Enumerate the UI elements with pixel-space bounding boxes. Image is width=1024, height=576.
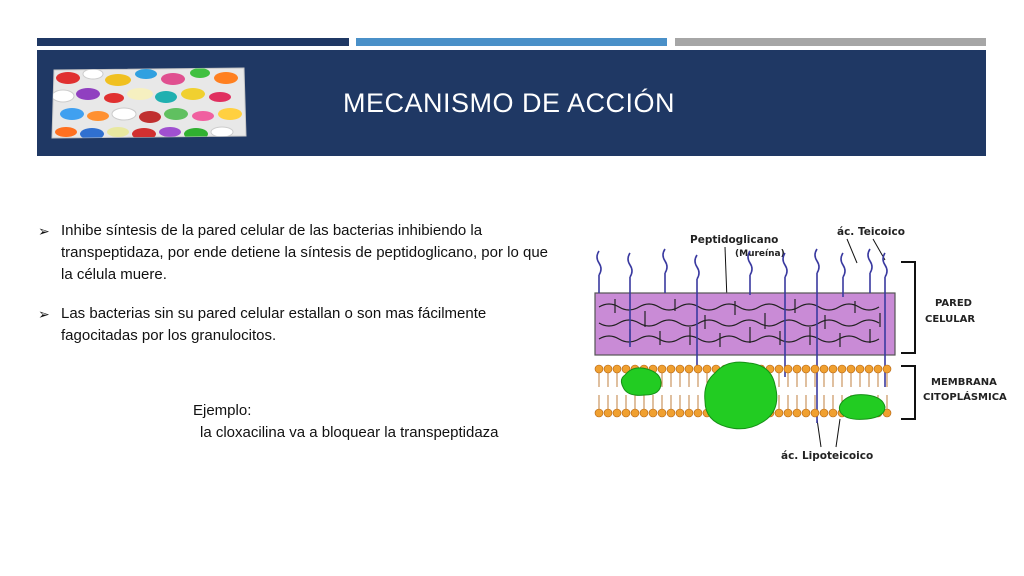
slide-title: MECANISMO DE ACCIÓN bbox=[343, 88, 676, 118]
cell-wall-diagram bbox=[585, 215, 1015, 470]
lipid-head bbox=[793, 365, 801, 373]
cell-wall-label-2: CELULAR bbox=[925, 314, 976, 325]
bullet-list bbox=[38, 220, 558, 364]
lipid-head bbox=[784, 409, 792, 417]
membrane-protein-1 bbox=[621, 368, 661, 395]
lipid-head bbox=[667, 409, 675, 417]
lipid-head bbox=[631, 409, 639, 417]
arrow-bullet-icon: ➢ bbox=[38, 223, 50, 239]
lipid-head bbox=[865, 365, 873, 373]
lipid-head bbox=[775, 409, 783, 417]
teichoic-pointer-1 bbox=[847, 239, 857, 263]
bullet-item bbox=[38, 303, 558, 347]
lipid-head bbox=[595, 365, 603, 373]
lipid-head bbox=[640, 409, 648, 417]
lipoteichoic-label: ác. Lipoteicoico bbox=[781, 450, 874, 462]
lipid-head bbox=[802, 409, 810, 417]
bullet-item bbox=[38, 220, 558, 286]
lipid-head bbox=[694, 409, 702, 417]
lipid-head bbox=[703, 365, 711, 373]
example-label: Ejemplo: bbox=[193, 402, 252, 419]
lipid-head bbox=[883, 365, 891, 373]
arrow-bullet-icon: ➢ bbox=[38, 306, 50, 322]
lipid-head bbox=[775, 365, 783, 373]
lipid-head bbox=[676, 365, 684, 373]
murein-label: (Mureína) bbox=[735, 249, 785, 259]
peptidoglycan-pointer bbox=[725, 247, 727, 300]
lipid-head bbox=[685, 365, 693, 373]
lipid-head bbox=[613, 365, 621, 373]
lipid-head bbox=[613, 409, 621, 417]
lipid-head bbox=[604, 365, 612, 373]
lipid-head bbox=[622, 409, 630, 417]
lipid-head bbox=[658, 365, 666, 373]
bullet-text: Inhibe síntesis de la pared celular de las bacterias inhibiendo la transpeptidaza, por ende detiene la síntesis de peptidoglicano, por lo que la célula muere. bbox=[61, 222, 549, 283]
lipid-head bbox=[604, 409, 612, 417]
membrane-bracket bbox=[901, 366, 915, 419]
cell-wall-label-1: PARED bbox=[935, 298, 972, 309]
lipid-head bbox=[811, 365, 819, 373]
lipoteichoic-pointer-2 bbox=[836, 419, 840, 447]
lipid-head bbox=[829, 365, 837, 373]
lipid-head bbox=[595, 409, 603, 417]
peptidoglycan-label: Peptidoglicano bbox=[690, 234, 779, 246]
cell-wall-bracket bbox=[901, 262, 915, 353]
lipid-head bbox=[658, 409, 666, 417]
lipid-head bbox=[685, 409, 693, 417]
example-text: la cloxacilina va a bloquear la transpeptidaza bbox=[200, 424, 499, 441]
lipid-head bbox=[649, 409, 657, 417]
accent-bar-blue bbox=[356, 38, 667, 46]
lipid-head bbox=[874, 365, 882, 373]
pills-image bbox=[48, 64, 248, 144]
example-block bbox=[193, 400, 499, 444]
membrane-protein-2 bbox=[705, 362, 777, 429]
lipid-head bbox=[676, 409, 684, 417]
lipid-head bbox=[829, 409, 837, 417]
accent-bar-gray bbox=[675, 38, 986, 46]
lipid-head bbox=[694, 365, 702, 373]
lipid-head bbox=[820, 409, 828, 417]
accent-bar-navy bbox=[37, 38, 349, 46]
lipid-head bbox=[784, 365, 792, 373]
membrane-label-1: MEMBRANA bbox=[931, 377, 997, 388]
membrane-protein-3 bbox=[839, 395, 885, 420]
lipid-head bbox=[793, 409, 801, 417]
teichoic-label: ác. Teicoico bbox=[837, 226, 905, 238]
bullet-text: Las bacterias sin su pared celular estallan o son mas fácilmente fagocitadas por los granulocitos. bbox=[61, 305, 487, 344]
lipid-head bbox=[820, 365, 828, 373]
membrane-label-2: CITOPLÁSMICA bbox=[923, 392, 1007, 403]
lipid-head bbox=[856, 365, 864, 373]
lipoteichoic-pointer-1 bbox=[817, 419, 821, 447]
lipid-head bbox=[811, 409, 819, 417]
lipid-head bbox=[802, 365, 810, 373]
lipid-head bbox=[667, 365, 675, 373]
lipid-head bbox=[847, 365, 855, 373]
lipid-head bbox=[838, 365, 846, 373]
